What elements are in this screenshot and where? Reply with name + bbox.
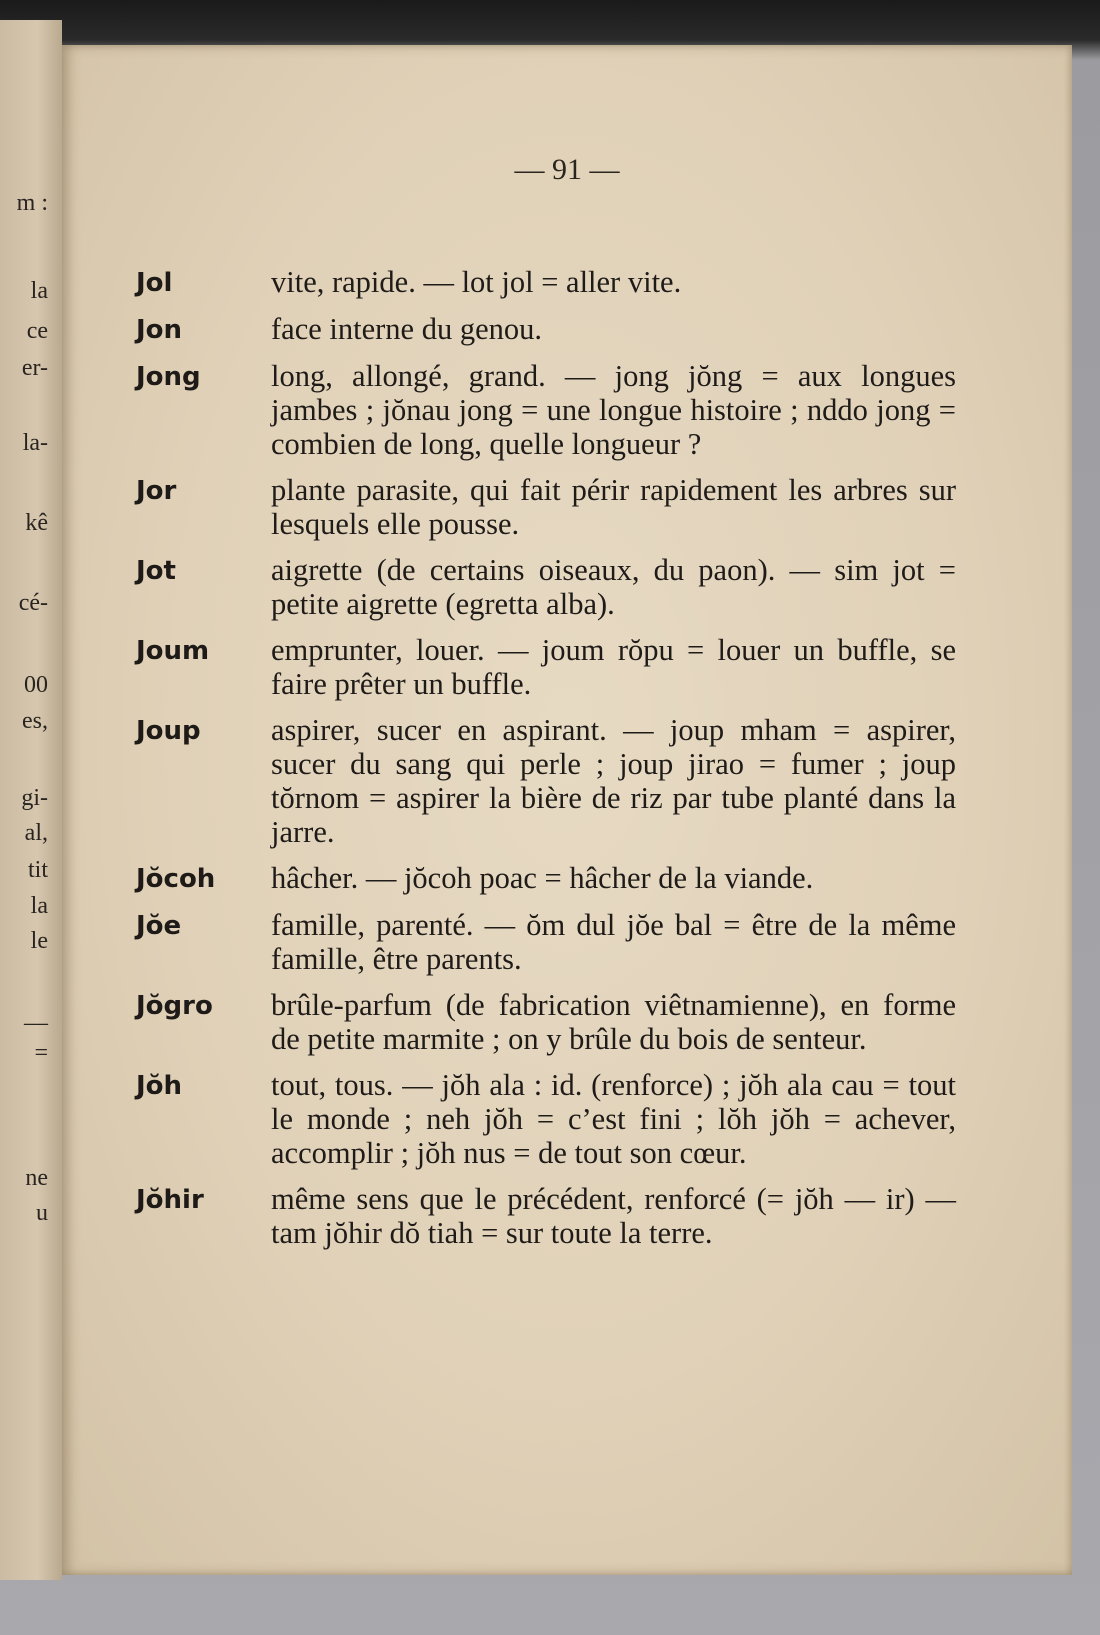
- entry-headword: Jŏcoh: [136, 864, 216, 894]
- dictionary-entry: [136, 908, 956, 976]
- left-page-fragment: le: [30, 928, 48, 954]
- entry-definition: plante parasite, qui fait périr rapidement les arbres sur lesquels elle pousse.: [271, 473, 956, 541]
- entry-headword: Jŏgro: [136, 991, 213, 1021]
- left-page-fragment: al,: [24, 820, 48, 846]
- left-page-fragment: cé-: [18, 590, 48, 616]
- left-page-fragment: —: [24, 1010, 48, 1036]
- book-page: [62, 45, 1072, 1575]
- left-page-fragment: la: [30, 278, 48, 304]
- dictionary-entry: [136, 553, 956, 621]
- dictionary-entry: [136, 473, 956, 541]
- dictionary-entry: [136, 633, 956, 701]
- entry-headword: Jŏhir: [136, 1185, 204, 1215]
- entry-definition: long, allongé, grand. — jong jŏng = aux longues jambes ; jŏnau jong = une longue histoire ; nddo jong = combien de long, quelle longueur ?: [271, 359, 956, 461]
- left-page-fragment: er-: [21, 355, 48, 381]
- dictionary-entry: [136, 265, 956, 300]
- left-page-fragment: tit: [27, 857, 48, 883]
- dictionary-entry: [136, 861, 956, 896]
- left-page-fragment: =: [34, 1040, 48, 1066]
- left-page-edge: [0, 20, 62, 1580]
- entry-definition: même sens que le précédent, renforcé (= jŏh — ir) — tam jŏhir dŏ tiah = sur toute la terre.: [271, 1182, 956, 1250]
- entry-headword: Jot: [136, 556, 176, 586]
- dictionary-entry: [136, 713, 956, 849]
- entry-definition: emprunter, louer. — joum rŏpu = louer un buffle, se faire prêter un buffle.: [271, 633, 956, 701]
- left-page-fragment: 00: [24, 672, 48, 698]
- entry-headword: Jŏh: [136, 1071, 183, 1101]
- entry-headword: Jol: [136, 268, 173, 298]
- entry-definition: hâcher. — jŏcoh poac = hâcher de la viande.: [271, 861, 814, 895]
- dictionary-entry: [136, 1068, 956, 1170]
- entry-headword: Jon: [136, 315, 183, 345]
- left-page-fragment: gi-: [21, 785, 48, 811]
- dictionary-entry: [136, 359, 956, 461]
- page-number: — 91 —: [514, 153, 620, 186]
- entry-headword: Joum: [136, 636, 210, 666]
- left-page-fragment: la-: [22, 430, 48, 456]
- entry-definition: face interne du genou.: [271, 312, 542, 346]
- dictionary-entry: [136, 312, 956, 347]
- entry-definition: brûle-parfum (de fabrication viêtnamienne), en forme de petite marmite ; on y brûle du bois de senteur.: [271, 988, 956, 1056]
- entry-definition: tout, tous. — jŏh ala : id. (renforce) ; jŏh ala cau = tout le monde ; neh jŏh = c’est fini ; lŏh jŏh = achever, accomplir ; jŏh nus = de tout son cœur.: [271, 1068, 956, 1170]
- entry-definition: aigrette (de certains oiseaux, du paon). — sim jot = petite aigrette (egretta alba).: [271, 553, 956, 621]
- left-page-fragment: ce: [26, 318, 48, 344]
- left-page-fragment: la: [30, 893, 48, 919]
- entry-headword: Joup: [136, 716, 201, 746]
- entry-definition: vite, rapide. — lot jol = aller vite.: [271, 265, 682, 299]
- entry-definition: aspirer, sucer en aspirant. — joup mham = aspirer, sucer du sang qui perle ; joup jirao = fumer ; joup tŏrnom = aspirer la bière de riz par tube planté dans la jarre.: [271, 713, 956, 849]
- entry-headword: Jong: [136, 362, 201, 392]
- left-page-fragment: es,: [22, 708, 48, 734]
- entry-headword: Jor: [136, 476, 177, 506]
- left-page-fragment: u: [36, 1200, 48, 1226]
- entry-definition: famille, parenté. — ŏm dul jŏe bal = être de la même famille, être parents.: [271, 908, 956, 976]
- left-page-fragment: m :: [16, 190, 48, 216]
- left-page-fragment: ne: [25, 1165, 48, 1191]
- dictionary-entries: [136, 265, 956, 1262]
- left-page-fragment: kê: [25, 510, 48, 536]
- entry-headword: Jŏe: [136, 911, 182, 941]
- dictionary-entry: [136, 988, 956, 1056]
- dictionary-entry: [136, 1182, 956, 1250]
